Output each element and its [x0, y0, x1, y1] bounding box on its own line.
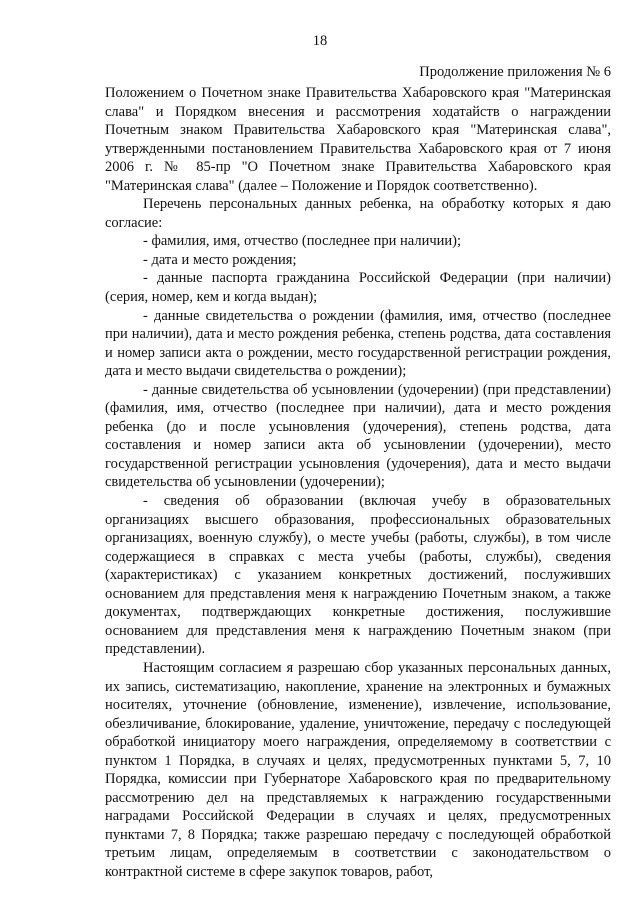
appendix-continuation-note: Продолжение приложения № 6	[419, 64, 611, 80]
paragraph-child-data-list-intro: Перечень персональных данных ребенка, на обработку которых я даю согласие:	[105, 196, 611, 231]
paragraph-consent-permission: Настоящим согласием я разрешаю сбор указанных персональных данных, их запись, систематизацию, накопление, хранение на электронных и бумажных носителях, уточнение (обновление, изменение), извлечение, использование, обезличивание, блокирование, удаление, уничтожение, передачу с последующей обработкой инициатору моего награждения, определяемому в соответствии с пунктом 1 Порядка, в случаях и целях, предусмотренных пунктами 5, 7, 10 Порядка, комиссии при Губернаторе Хабаровского края по предварительному рассмотрению дел на представляемых к награждению государственными наградами Российской Федерации в случаях и целях, предусмотренных пунктами 7, 8 Порядка; также разрешаю передачу с последующей обработкой третьим лицам, определяемым в соответствии с законодательством о контрактной системе в сфере закупок товаров, работ,	[105, 659, 611, 880]
document-body	[105, 84, 611, 882]
list-item-passport-data: - данные паспорта гражданина Российской Федерации (при наличии) (серия, номер, кем и когда выдан);	[105, 270, 611, 306]
list-item-full-name: - фамилия, имя, отчество (последнее при наличии);	[143, 233, 462, 250]
page-number: 18	[312, 33, 328, 49]
list-item-education-info: - сведения об образовании (включая учебу в образовательных организациях высшего образования, профессиональных образовательных организациях, военную службу), о месте учебы (работы, службы), в том числе содержащиеся в справках с места учебы (работы, службы), сведения (характеристиках) с указанием конкретных достижений, послуживших основанием для представления меня к награждению Почетным знаком, а также документах, подтверждающих конкретные достижения, послужившие основанием для представления меня к награждению Почетным знаком (при представлении).	[105, 493, 611, 658]
list-item-birth-certificate: - данные свидетельства о рождении (фамилия, имя, отчество (последнее при наличии), дата и место рождения ребенка, степень родства, дата составления и номер записи акта о рождении, место государственной регистрации рождения, дата и место выдачи свидетельства о рождении);	[105, 307, 611, 380]
list-item-adoption-certificate: - данные свидетельства об усыновлении (удочерении) (при представлении) (фамилия, имя, отчество (последнее при наличии), дата и место рождения ребенка (до и после усыновления (удочерения), степень родства, дата составления и номер записи акта об усыновлении (удочерении), место государственной регистрации усыновления (удочерения), дата и место выдачи свидетельства об усыновлении (удочерении);	[105, 381, 611, 491]
list-item-birth-date-place: - дата и место рождения;	[143, 251, 297, 268]
paragraph-regulations-reference: Положением о Почетном знаке Правительства Хабаровского края "Материнская слава" и Порядком внесения и рассмотрения ходатайств о награждении Почетным знаком Правительства Хабаровского края "Материнская слава", утвержденными постановлением Правительства Хабаровского края от 7 июня 2006 г. № 85-пр "О Почетном знаке Правительства Хабаровского края "Материнская слава" (далее – Положение и Порядок соответственно).	[105, 85, 611, 194]
